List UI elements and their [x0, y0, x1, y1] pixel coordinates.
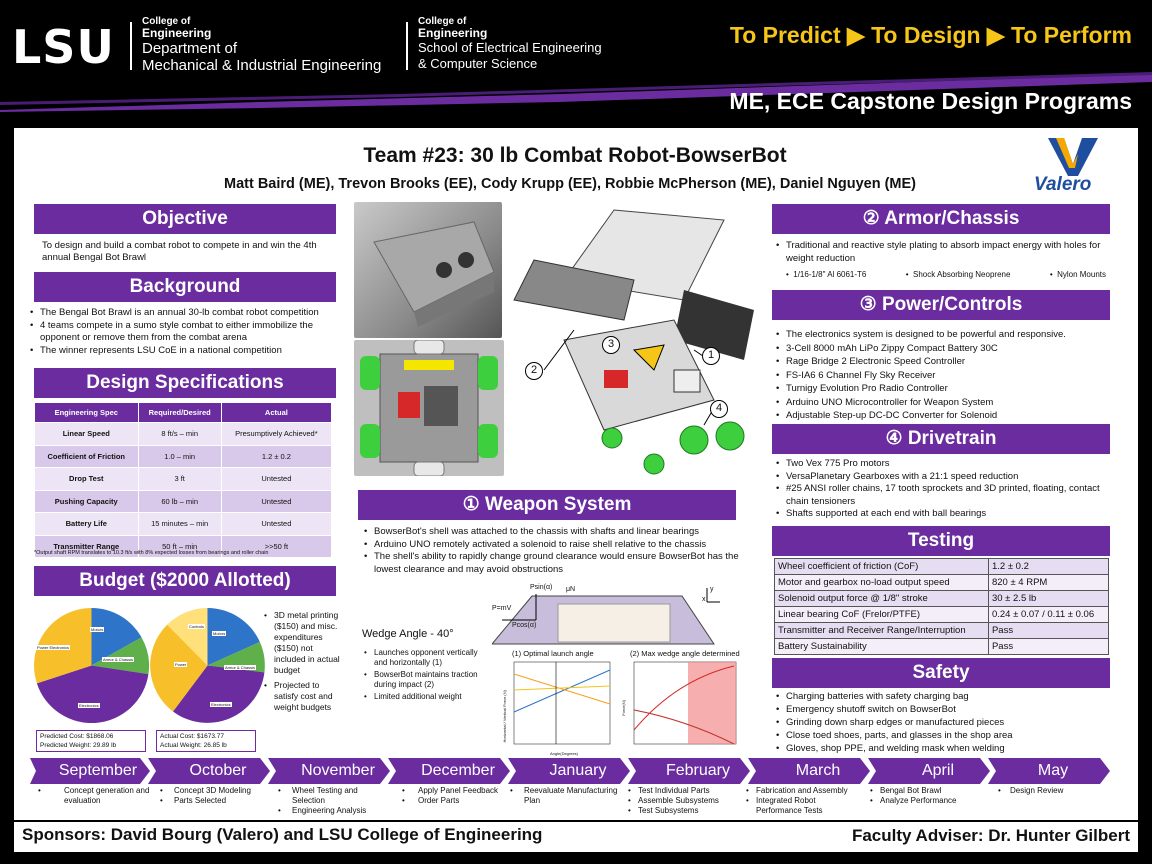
timeline-month: December [421, 762, 495, 779]
table-cell: 1.2 ± 0.2 [988, 559, 1108, 575]
axis-label: Horizontal / Vertical Force (N) [502, 690, 507, 743]
list-item: • Test Subsystems [626, 806, 740, 816]
list-item: • 3D metal printing ($150) and misc. expenditures ($150) not included in actual budget [262, 610, 344, 676]
specs-header: Required/Desired [138, 403, 221, 423]
list-item: • Arduino UNO remotely activated a solenoid to raise shell relative to the chassis [362, 539, 742, 552]
list-item: • Engineering Analysis [276, 806, 390, 816]
table-cell: Pushing Capacity [35, 490, 139, 513]
timeline-notes [36, 786, 150, 806]
dept2-eng: Engineering [418, 26, 488, 40]
list-item: • Close toed shoes, parts, and glasses in the shop area [774, 729, 1114, 742]
divider [130, 22, 132, 70]
safety-list [774, 690, 1114, 755]
pie-label: Motors [213, 631, 226, 636]
max-wedge-angle-plot [626, 660, 738, 752]
footer [14, 822, 1138, 852]
timeline-month: October [189, 762, 247, 779]
list-item: • #25 ANSI roller chains, 17 tooth sprockets and 3D printed, floating, contact chain tensioners [774, 483, 1114, 508]
power-list [774, 328, 1114, 423]
pie-label: Armor & Chassis [103, 657, 134, 662]
list-item: • Reevaluate Manufacturing Plan [508, 786, 620, 806]
diagram-label: P=mV [492, 605, 512, 612]
testing-table [774, 558, 1109, 655]
valero-logo [1028, 136, 1118, 194]
timeline-notes [508, 786, 620, 806]
list-item: • Assemble Subsystems [626, 796, 740, 806]
pie-label: Power [175, 662, 187, 667]
specs-header: Actual [221, 403, 331, 423]
table-cell: 1.2 ± 0.2 [221, 445, 331, 468]
table-row [775, 591, 1109, 607]
poster-title: Team #23: 30 lb Combat Robot-BowserBot [363, 144, 787, 167]
section-title: Weapon System [484, 494, 632, 515]
drivetrain-top-icon [354, 340, 504, 476]
dept2-college: College of [418, 16, 467, 27]
table-cell: Transmitter and Receiver Range/Interruption [775, 623, 989, 639]
material-name: 1/16-1/8" Al 6061-T6 [793, 270, 867, 279]
list-item: • The shell's ability to rapidly change ground clearance would ensure BowserBot has the lowest clearance and may avoid obstructions [362, 551, 742, 576]
list-item: • Rage Bridge 2 Electronic Speed Controller [774, 355, 1114, 369]
sponsors: Sponsors: David Bourg (Valero) and LSU College of Engineering [22, 825, 543, 844]
callout-1: 1 [702, 347, 720, 365]
timeline-notes [158, 786, 272, 806]
timeline-month: February [665, 762, 731, 779]
safety-heading: Safety [772, 658, 1110, 688]
dept1-line2: Mechanical & Industrial Engineering [142, 57, 382, 74]
table-cell: Linear bearing CoF (Frelor/PTFE) [775, 607, 989, 623]
robot-top-view [354, 340, 504, 476]
robot-photo-icon [354, 202, 502, 338]
timeline-month: May [1037, 762, 1069, 779]
section-number: ③ [859, 294, 877, 315]
table-cell: Untested [221, 490, 331, 513]
budget-notes [262, 610, 344, 713]
list-item: • The electronics system is designed to be powerful and responsive. [774, 328, 1114, 342]
list-item: • Projected to satisfy cost and weight budgets [262, 680, 344, 713]
valero-wordmark: Valero [1034, 174, 1092, 195]
timeline-notes [868, 786, 978, 806]
list-item: • Apply Panel Feedback [400, 786, 500, 796]
diagram-label: y [710, 586, 714, 593]
power-heading [772, 290, 1110, 320]
timeline-notes [996, 786, 1106, 796]
table-cell: Untested [221, 513, 331, 536]
table-row [35, 423, 332, 446]
testing-heading: Testing [772, 526, 1110, 556]
table-cell: 15 minutes – min [138, 513, 221, 536]
table-cell: Drop Test [35, 468, 139, 491]
drivetrain-list [774, 458, 1114, 521]
me-department [142, 16, 381, 74]
list-item: • Integrated Robot Performance Tests [744, 796, 862, 816]
header [0, 0, 1152, 128]
list-item: • BowserBot's shell was attached to the chassis with shafts and linear bearings [362, 526, 742, 539]
list-item: • Shafts supported at each end with ball bearings [774, 508, 1114, 521]
timeline-notes [744, 786, 862, 816]
list-item: • Emergency shutoff switch on BowserBot [774, 703, 1114, 716]
section-title: Armor/Chassis [884, 208, 1020, 229]
list-item: • Fabrication and Assembly [744, 786, 862, 796]
table-cell: Battery Sustainability [775, 639, 989, 655]
table-row [775, 559, 1109, 575]
timeline-month: March [795, 762, 841, 779]
background-list [28, 307, 350, 357]
list-item: • Charging batteries with safety charging bag [774, 690, 1114, 703]
material: • Shock Absorbing Neoprene [905, 270, 1011, 279]
label: Predicted Cost: [40, 733, 85, 740]
list-item: • The winner represents LSU CoE in a national competition [28, 345, 350, 358]
table-cell: Pass [988, 639, 1108, 655]
list-item: • 3-Cell 8000 mAh LiPo Zippy Compact Battery 30C [774, 342, 1114, 356]
diagram-label: Psin(α) [530, 584, 553, 591]
objective-text: To design and build a combat robot to compete in and win the 4th annual Bengal Bot Brawl [42, 240, 317, 263]
table-cell: Wheel coefficient of friction (CoF) [775, 559, 989, 575]
table-cell: Motor and gearbox no-load output speed [775, 575, 989, 591]
armor-materials [786, 270, 1106, 279]
actual-weight: 26.85 lb [203, 742, 227, 749]
section-title: Drivetrain [907, 428, 997, 449]
list-item: • Design Review [996, 786, 1106, 796]
table-row [35, 445, 332, 468]
table-cell: 8 ft/s – min [138, 423, 221, 446]
table-row [35, 490, 332, 513]
list-item: • Turnigy Evolution Pro Radio Controller [774, 382, 1114, 396]
table-row [775, 623, 1109, 639]
material: • Nylon Mounts [1049, 270, 1106, 279]
section-title: Power/Controls [881, 294, 1023, 315]
table-cell: 1.0 – min [138, 445, 221, 468]
objective-heading: Objective [34, 204, 336, 234]
timeline-month: September [58, 762, 138, 779]
budget-heading: Budget ($2000 Allotted) [34, 566, 336, 596]
dept1-college: College of [142, 16, 191, 27]
callout-4: 4 [710, 400, 728, 418]
dept2-line2: & Computer Science [418, 56, 538, 71]
faculty-adviser: Faculty Adviser: Dr. Hunter Gilbert [851, 826, 1130, 845]
specs-heading: Design Specifications [34, 368, 336, 398]
specs-table [34, 402, 332, 558]
armor-heading [772, 204, 1110, 234]
table-cell: 0.24 ± 0.07 / 0.11 ± 0.06 [988, 607, 1108, 623]
robot-photo [354, 202, 502, 338]
table-cell: 820 ± 4 RPM [988, 575, 1108, 591]
list-item: • Parts Selected [158, 796, 272, 806]
pie-label: Armor & Chassis [225, 665, 256, 670]
table-cell: Coefficient of Friction [35, 445, 139, 468]
tagline: To Predict ▶ To Design ▶ To Perform [729, 22, 1132, 48]
diagram-label: x [702, 596, 706, 603]
predicted-totals [36, 730, 146, 752]
diagram-label: Pcos(α) [512, 622, 537, 629]
timeline-month: April [921, 762, 954, 779]
list-item: • Two Vex 775 Pro motors [774, 458, 1114, 471]
list-item: • Traditional and reactive style plating to absorb impact energy with holes for weight reduction [774, 240, 1104, 265]
section-number: ① [462, 494, 480, 515]
timeline-month: November [301, 762, 375, 779]
predicted-weight: 29.89 lb [93, 742, 117, 749]
plot1-title: (1) Optimal launch angle [512, 649, 594, 658]
weapon-heading [358, 490, 736, 520]
table-cell: Solenoid output force @ 1/8" stroke [775, 591, 989, 607]
table-cell: 3 ft [138, 468, 221, 491]
table-cell: Linear Speed [35, 423, 139, 446]
table-row [775, 639, 1109, 655]
list-item: • Gloves, shop PPE, and welding mask when welding [774, 742, 1114, 755]
table-row [775, 607, 1109, 623]
list-item: • VersaPlanetary Gearboxes with a 21:1 speed reduction [774, 471, 1114, 484]
section-number: ② [862, 208, 880, 229]
launch-angle-plot [508, 660, 612, 752]
lsu-logo: LSU [12, 20, 115, 74]
pie-label: Motors [91, 627, 104, 632]
table-cell: Presumptively Achieved* [221, 423, 331, 446]
table-row [775, 575, 1109, 591]
list-item: • BowserBot maintains traction during impact (2) [362, 670, 492, 690]
dept1-eng: Engineering [142, 26, 212, 40]
table-row [35, 468, 332, 491]
list-item: • Test Individual Parts [626, 786, 740, 796]
axis-label: Angle(Degrees) [550, 751, 579, 756]
table-cell: Pass [988, 623, 1108, 639]
actual-cost: $1673.77 [196, 733, 224, 740]
table-row [35, 513, 332, 536]
list-item: • Analyze Performance [868, 796, 978, 806]
authors: Matt Baird (ME), Trevon Brooks (EE), Cody Krupp (EE), Robbie McPherson (ME), Daniel Nguyen (ME) [223, 176, 916, 192]
plot2-title: (2) Max wedge angle determined [630, 649, 740, 658]
timeline-month: January [549, 762, 607, 779]
timeline-notes [276, 786, 390, 816]
list-item: • Launches opponent vertically and horizontally (1) [362, 648, 492, 668]
list-item: • Arduino UNO Microcontroller for Weapon System [774, 396, 1114, 410]
actual-totals [156, 730, 256, 752]
table-cell: 50 ft – min [138, 535, 221, 558]
list-item: • Wheel Testing and Selection [276, 786, 390, 806]
list-item: • Limited additional weight [362, 692, 492, 702]
label: Predicted Weight: [40, 742, 92, 749]
list-item: • The Bengal Bot Brawl is an annual 30-lb combat robot competition [28, 307, 350, 320]
material-name: Shock Absorbing Neoprene [913, 270, 1011, 279]
dept1-line1: Department of [142, 40, 238, 57]
dept2-line1: School of Electrical Engineering [418, 40, 602, 55]
material: • 1/16-1/8" Al 6061-T6 [786, 270, 867, 279]
table-cell: 30 ± 2.5 lb [988, 591, 1108, 607]
label: Actual Cost: [160, 733, 196, 740]
label: Actual Weight: [160, 742, 202, 749]
table-cell: >>50 ft [221, 535, 331, 558]
specs-note: *Output shaft RPM translates to 10.3 ft/s with 8% expected losses from bearings and roller chain [34, 550, 269, 556]
specs-header: Engineering Spec [35, 403, 139, 423]
program-title: ME, ECE Capstone Design Programs [729, 88, 1132, 114]
list-item: • Order Parts [400, 796, 500, 806]
list-item: • Bengal Bot Brawl [868, 786, 978, 796]
divider [406, 22, 408, 70]
callout-2: 2 [525, 362, 543, 380]
ece-department [418, 16, 602, 72]
pie-label: Controls [189, 624, 204, 629]
section-number: ④ [885, 428, 903, 449]
material-name: Nylon Mounts [1057, 270, 1106, 279]
pie-label: Electronics [211, 702, 231, 707]
table-cell: 60 lb – min [138, 490, 221, 513]
predicted-cost: $1868.06 [86, 733, 114, 740]
weapon-list [362, 526, 742, 576]
callout-3: 3 [602, 336, 620, 354]
pie-label: Electronics [79, 703, 99, 708]
background-heading: Background [34, 272, 336, 302]
table-cell: Untested [221, 468, 331, 491]
list-item: • 4 teams compete in a sumo style combat to either immobilize the opponent or remove them from the combat arena [28, 320, 350, 345]
drivetrain-heading [772, 424, 1110, 454]
wedge-list [362, 648, 492, 702]
table-cell: Transmitter Range [35, 535, 139, 558]
wedge-force-diagram [492, 580, 726, 648]
wedge-title: Wedge Angle - 40° [362, 628, 454, 640]
armor-list [774, 240, 1104, 265]
axis-label: Force(N) [621, 700, 626, 716]
list-item: • Grinding down sharp edges or manufactured pieces [774, 716, 1114, 729]
timeline-notes [626, 786, 740, 816]
table-cell: Battery Life [35, 513, 139, 536]
timeline-notes [400, 786, 500, 806]
list-item: • Concept generation and evaluation [36, 786, 150, 806]
exploded-cad-view [504, 200, 768, 486]
list-item: • FS-IA6 6 Channel Fly Sky Receiver [774, 369, 1114, 383]
pie-label: Power Electronics [37, 645, 70, 650]
diagram-label: μN [566, 586, 576, 593]
list-item: • Concept 3D Modeling [158, 786, 272, 796]
list-item: • Adjustable Step-up DC-DC Converter for Solenoid [774, 409, 1114, 423]
